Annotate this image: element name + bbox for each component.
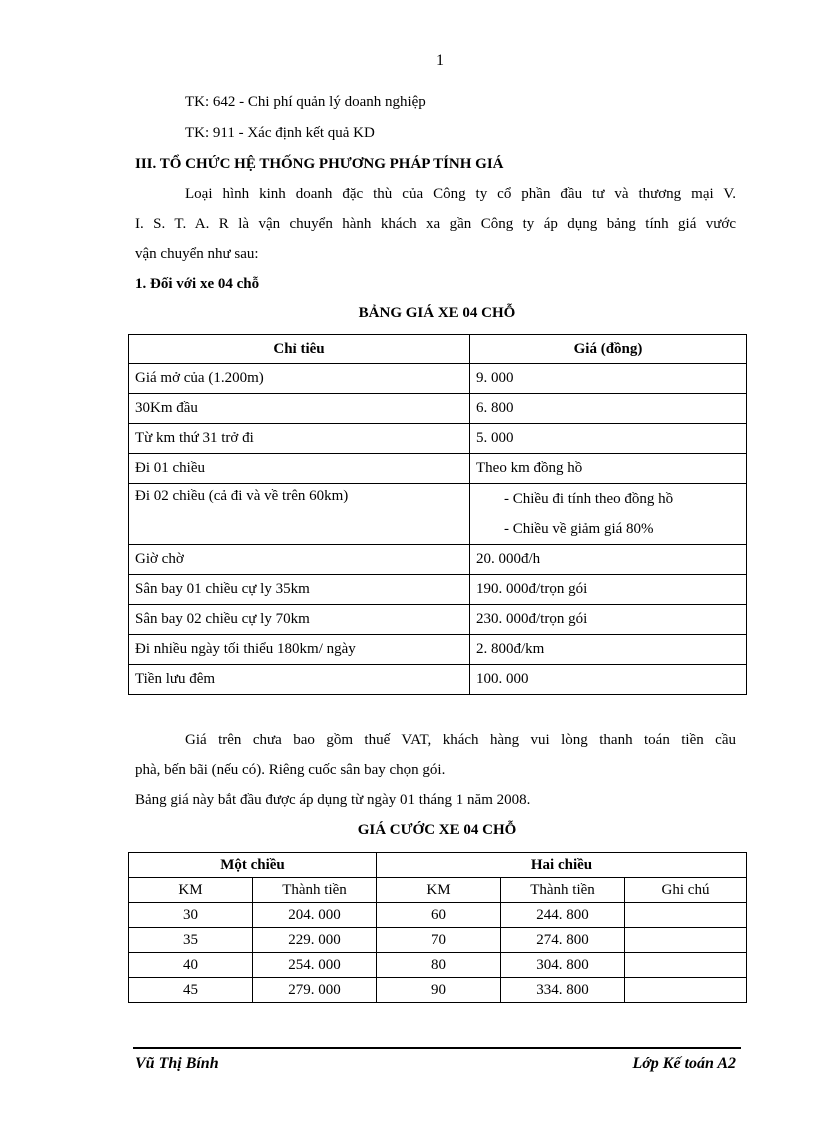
table-cell bbox=[625, 903, 747, 928]
table-row bbox=[129, 484, 747, 545]
table-row bbox=[129, 635, 747, 665]
note-line-1: Giá trên chưa bao gồm thuế VAT, khách hàng vui lòng thanh toán tiền cầu bbox=[185, 732, 736, 748]
price-table bbox=[128, 334, 747, 695]
account-line-642: TK: 642 - Chi phí quản lý doanh nghiệp bbox=[185, 94, 426, 110]
table-cell: 254. 000 bbox=[253, 953, 377, 978]
intro-line-3: vận chuyển như sau: bbox=[135, 246, 259, 262]
item-cell: 30Km đầu bbox=[129, 394, 470, 424]
table-cell bbox=[625, 978, 747, 1003]
price-subline: - Chiều đi tính theo đồng hồ bbox=[504, 491, 674, 507]
table-cell: 60 bbox=[377, 903, 501, 928]
group-header-row bbox=[129, 853, 747, 878]
table-row bbox=[129, 928, 747, 953]
table-row bbox=[129, 978, 747, 1003]
footer-divider bbox=[133, 1047, 741, 1049]
account-line-911: TK: 911 - Xác định kết quả KD bbox=[185, 125, 375, 141]
price-cell: 5. 000 bbox=[470, 424, 747, 454]
column-header-price: Giá (đồng) bbox=[470, 335, 747, 364]
subheading: 1. Đối với xe 04 chỗ bbox=[135, 276, 260, 292]
column-header-amount: Thành tiền bbox=[253, 878, 377, 903]
item-cell: Giá mở của (1.200m) bbox=[129, 364, 470, 394]
price-cell: 6. 800 bbox=[470, 394, 747, 424]
table-cell: 70 bbox=[377, 928, 501, 953]
page-number: 1 bbox=[436, 52, 444, 69]
price-cell bbox=[470, 484, 747, 545]
intro-line-2: I. S. T. A. R là vận chuyển hành khách xa gần Công ty áp dụng bảng tính giá vước bbox=[135, 216, 736, 232]
table-cell bbox=[625, 953, 747, 978]
table-cell: 274. 800 bbox=[501, 928, 625, 953]
price-cell: 20. 000đ/h bbox=[470, 545, 747, 575]
table-header-row bbox=[129, 335, 747, 364]
intro-line-1: Loại hình kinh doanh đặc thù của Công ty cổ phần đầu tư và thương mại V. bbox=[185, 186, 736, 202]
table-cell: 279. 000 bbox=[253, 978, 377, 1003]
table-cell: 229. 000 bbox=[253, 928, 377, 953]
price-subline: - Chiều về giảm giá 80% bbox=[504, 521, 654, 537]
price-cell: 2. 800đ/km bbox=[470, 635, 747, 665]
group-header-one-way: Một chiều bbox=[129, 853, 377, 878]
table-cell: 90 bbox=[377, 978, 501, 1003]
column-header-note: Ghi chú bbox=[625, 878, 747, 903]
price-cell: 190. 000đ/trọn gói bbox=[470, 575, 747, 605]
price-cell: 230. 000đ/trọn gói bbox=[470, 605, 747, 635]
table-row bbox=[129, 953, 747, 978]
table-row bbox=[129, 394, 747, 424]
section-heading: III. TỔ CHỨC HỆ THỐNG PHƯƠNG PHÁP TÍNH GIÁ bbox=[135, 156, 504, 172]
item-cell: Sân bay 02 chiều cự ly 70km bbox=[129, 605, 470, 635]
note-line-2: phà, bến bãi (nếu có). Riêng cuốc sân bay chọn gói. bbox=[135, 762, 446, 778]
fare-table-title: GIÁ CƯỚC XE 04 CHỖ bbox=[357, 822, 517, 838]
table-cell: 304. 800 bbox=[501, 953, 625, 978]
footer-author: Vũ Thị Bính bbox=[135, 1055, 219, 1072]
table-cell: 45 bbox=[129, 978, 253, 1003]
group-header-round-trip: Hai chiều bbox=[377, 853, 747, 878]
table-cell: 204. 000 bbox=[253, 903, 377, 928]
table-row bbox=[129, 903, 747, 928]
price-cell: 9. 000 bbox=[470, 364, 747, 394]
column-header-km: KM bbox=[129, 878, 253, 903]
item-cell: Đi nhiều ngày tối thiểu 180km/ ngày bbox=[129, 635, 470, 665]
table-cell: 30 bbox=[129, 903, 253, 928]
table-row bbox=[129, 575, 747, 605]
price-cell: Theo km đồng hồ bbox=[470, 454, 747, 484]
table-row bbox=[129, 454, 747, 484]
table-row bbox=[129, 364, 747, 394]
table-cell bbox=[625, 928, 747, 953]
column-header-amount: Thành tiền bbox=[501, 878, 625, 903]
column-header-km: KM bbox=[377, 878, 501, 903]
price-table-title: BẢNG GIÁ XE 04 CHỖ bbox=[358, 305, 516, 321]
table-header-row bbox=[129, 878, 747, 903]
fare-table bbox=[128, 852, 747, 1003]
item-cell: Đi 01 chiều bbox=[129, 454, 470, 484]
item-cell: Sân bay 01 chiều cự ly 35km bbox=[129, 575, 470, 605]
table-row bbox=[129, 424, 747, 454]
item-cell: Từ km thứ 31 trở đi bbox=[129, 424, 470, 454]
table-row bbox=[129, 605, 747, 635]
table-cell: 334. 800 bbox=[501, 978, 625, 1003]
table-row bbox=[129, 545, 747, 575]
price-cell: 100. 000 bbox=[470, 665, 747, 695]
item-cell: Đi 02 chiều (cả đi và về trên 60km) bbox=[129, 484, 470, 545]
table-cell: 35 bbox=[129, 928, 253, 953]
table-cell: 244. 800 bbox=[501, 903, 625, 928]
column-header-item: Chỉ tiêu bbox=[129, 335, 470, 364]
table-cell: 80 bbox=[377, 953, 501, 978]
item-cell: Tiền lưu đêm bbox=[129, 665, 470, 695]
table-cell: 40 bbox=[129, 953, 253, 978]
table-row bbox=[129, 665, 747, 695]
note-line-3: Bảng giá này bắt đầu được áp dụng từ ngày 01 tháng 1 năm 2008. bbox=[135, 792, 531, 808]
footer-class: Lớp Kế toán A2 bbox=[632, 1055, 736, 1072]
item-cell: Giờ chờ bbox=[129, 545, 470, 575]
